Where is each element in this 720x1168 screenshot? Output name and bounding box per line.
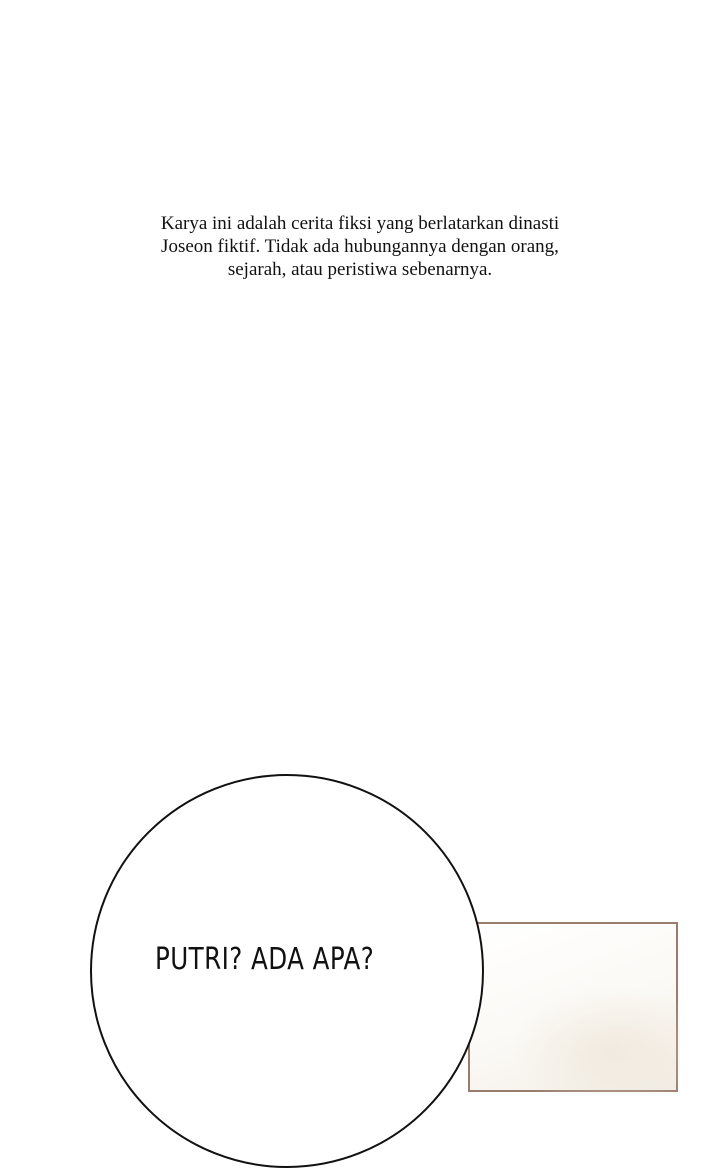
disclaimer-line-2: Joseon fiktif. Tidak ada hubungannya dengan orang, <box>161 236 559 257</box>
disclaimer-text <box>110 212 610 281</box>
disclaimer-line-3: sejarah, atau peristiwa sebenarnya. <box>227 259 493 280</box>
disclaimer-line-1: Karya ini adalah cerita fiksi yang berlatarkan dinasti <box>160 213 560 234</box>
comic-panel <box>468 922 678 1092</box>
speech-bubble-text: PUTRI? ADA APA? <box>155 942 375 977</box>
panel-background-shading <box>510 984 680 1094</box>
